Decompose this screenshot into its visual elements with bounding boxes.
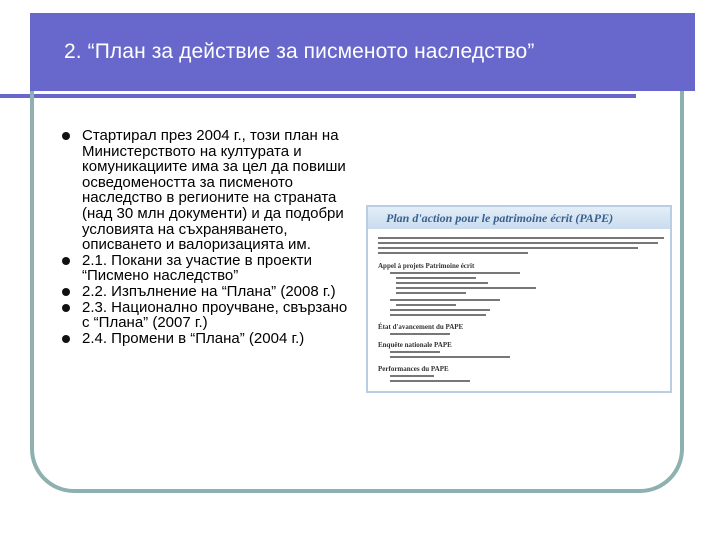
text-line [378, 252, 528, 254]
text-line [390, 333, 450, 335]
text-line [390, 380, 470, 382]
bullet-dot-icon [62, 257, 70, 265]
text-line [390, 314, 486, 316]
text-line [378, 242, 658, 244]
screenshot-section-heading: Appel à projets Patrimoine écrit [378, 262, 475, 270]
text-line [390, 299, 500, 301]
list-item: 2.2. Изпълнение на “Плана” (2008 г.) [62, 284, 352, 300]
text-line [378, 247, 638, 249]
text-line [396, 282, 488, 284]
screenshot-title: Plan d'action pour le patrimoine écrit (PAPE) [386, 211, 614, 225]
slide-title: 2. “План за действие за писменото наследство” [64, 40, 535, 63]
text-line [390, 351, 440, 353]
text-line [396, 304, 456, 306]
embedded-webpage-screenshot [366, 205, 672, 393]
text-line [396, 292, 466, 294]
bullet-dot-icon [62, 335, 70, 343]
text-line [396, 287, 536, 289]
bullet-dot-icon [62, 132, 70, 140]
list-item: 2.3. Национално проучване, свързано с “Плана” (2007 г.) [62, 300, 352, 331]
text-line [390, 272, 520, 274]
bullet-dot-icon [62, 288, 70, 296]
screenshot-section-heading: État d'avancement du PAPE [378, 323, 464, 331]
bullet-dot-icon [62, 304, 70, 312]
bullet-list [62, 128, 352, 346]
text-line [390, 375, 434, 377]
screenshot-header [368, 207, 670, 229]
text-line [378, 237, 664, 239]
text-line [390, 309, 490, 311]
list-item: Стартирал през 2004 г., този план на Министерството на културата и комуникациите има за цел да повиши осведомеността за писменото наследство в регионите на страната (над 30 млн документи) и да подобри условията на съхраняването, описването и валоризацията им. [62, 128, 352, 253]
screenshot-section-heading: Enquête nationale PAPE [378, 341, 452, 349]
list-item: 2.1. Покани за участие в проекти “Писмено наследство” [62, 253, 352, 284]
text-line [390, 356, 510, 358]
list-item: 2.4. Промени в “Плана” (2004 г.) [62, 331, 352, 347]
screenshot-section-heading: Performances du PAPE [378, 365, 449, 373]
text-line [396, 277, 476, 279]
